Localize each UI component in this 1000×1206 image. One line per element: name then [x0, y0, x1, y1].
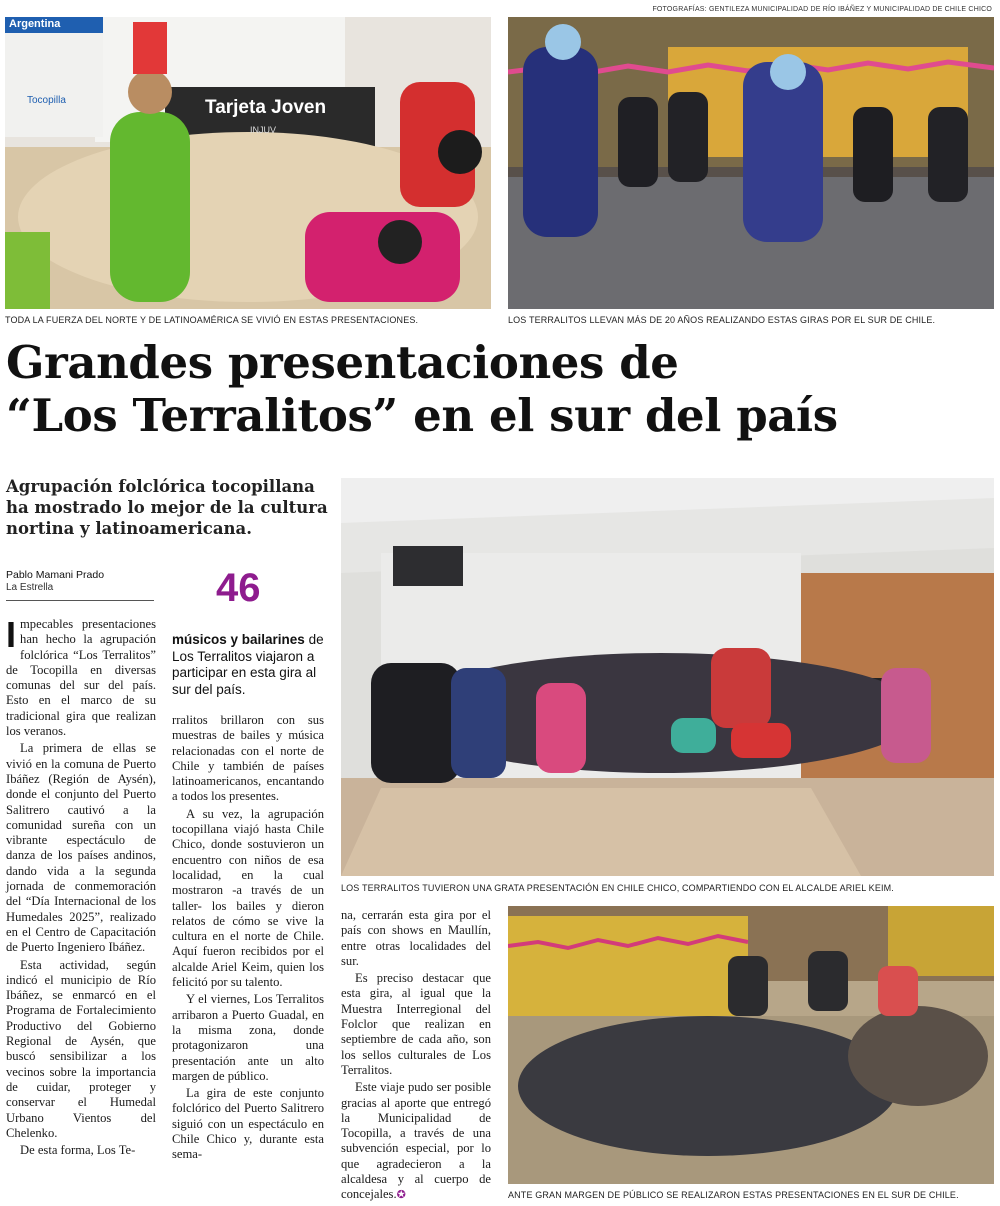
- photo4-caption: ANTE GRAN MARGEN DE PÚBLICO SE REALIZARON ESTAS PRESENTACIONES EN EL SUR DE CHILE.: [508, 1190, 959, 1200]
- paragraph-1-text: mpecables presentaciones han hecho la agrupación folclórica “Los Terralitos” de Tocopilla en diversas comunas del sur del país. Esto en el marco de su tradicional gira que realizan los veranos.: [6, 617, 156, 739]
- paragraph-9: na, cerrarán esta gira por el país con shows en Maullín, entre otras localidades del sur.: [341, 908, 491, 968]
- photo1-wall-sign-sub: INJUV: [250, 125, 277, 135]
- photo3-caption: LOS TERRALITOS TUVIERON UNA GRATA PRESENTACIÓN EN CHILE CHICO, COMPARTIENDO CON EL ALCALDE ARIEL KEIM.: [341, 883, 894, 893]
- paragraph-10: Es preciso destacar que esta gira, al igual que la Muestra Interregional del Folclor que realizan en septiembre de cada año, son los sellos culturales de Los Terralitos.: [341, 971, 491, 1077]
- end-mark-icon: ✪: [396, 1189, 406, 1202]
- photo1-wall-sign: Tarjeta Joven: [205, 97, 327, 118]
- deck-subheadline: Agrupación folclórica tocopillana ha mostrado lo mejor de la cultura nortina y latinoamericana.: [6, 477, 328, 538]
- photo1-caption: TODA LA FUERZA DEL NORTE Y DE LATINOAMÉRICA SE VIVIÓ EN ESTAS PRESENTACIONES.: [5, 315, 419, 325]
- article-column-2: [172, 713, 324, 1165]
- article-column-3: [341, 908, 491, 1206]
- byline-divider: [6, 600, 154, 601]
- paragraph-8: La gira de este conjunto folclórico del Puerto Salitrero siguió con un espectáculo en Chile Chico y, durante esta sema-: [172, 1086, 324, 1162]
- photo1-banner-logo: Tocopilla: [27, 95, 66, 106]
- photo-audience: [508, 906, 994, 1184]
- photo-dancers-north: [5, 17, 491, 309]
- byline-publication: La Estrella: [6, 582, 54, 593]
- paragraph-2: La primera de ellas se vivió en la comuna de Puerto Ibáñez (Región de Aysén), donde el conjunto del Puerto Salitrero cautivó a la comunidad sureña con un vibrante espectáculo de danza de los países andinos, dando vida a la segunda jornada de conmemoración del “Día Internacional de los Humedales 2025”, realizado en el Centro de Capacitación de Puerto Ingeniero Ibáñez.: [6, 741, 156, 955]
- drop-cap: I: [6, 614, 17, 655]
- paragraph-11: [341, 1080, 491, 1203]
- paragraph-1: [6, 614, 156, 739]
- stat-description: [172, 632, 330, 698]
- paragraph-7: Y el viernes, Los Terralitos arribaron a Puerto Guadal, en la misma zona, donde protagonizaron una presentación ante un alto margen de público.: [172, 992, 324, 1083]
- paragraph-5: rralitos brillaron con sus muestras de bailes y música relacionadas con el norte de Chile y también de países latinoamericanos, encantando a todos los presentes.: [172, 713, 324, 804]
- photo-credit: FOTOGRAFÍAS: GENTILEZA MUNICIPALIDAD DE RÍO IBÁÑEZ Y MUNICIPALIDAD DE CHILE CHICO: [652, 6, 992, 13]
- stat-rest: de Los Terralitos viajaron a participar en esta gira al sur del país.: [172, 632, 324, 697]
- stat-number: 46: [216, 566, 261, 610]
- photo-group-chile-chico: [341, 478, 994, 876]
- paragraph-3: Esta actividad, según indicó el municipio de Río Ibáñez, se enmarcó en el Programa de Fortalecimiento Productivo del Gobierno Regional de Aysén, que buscó sensibilizar a los vecinos sobre la importancia de cuidar, proteger y conservar el Humedal Urbano Vientos del Chelenko.: [6, 957, 156, 1140]
- headline: [6, 336, 996, 442]
- byline-author: Pablo Mamani Prado: [6, 569, 105, 581]
- paragraph-6: A su vez, la agrupación tocopillana viajó hasta Chile Chico, donde sostuvieron un encuentro con niños de esa localidad, en la cual mostraron -a través de un taller- los bailes y dieron relatos de cómo se vive la cultura en el norte de Chile. Aquí fueron recibidos por el alcalde Ariel Keim, quien los felicitó por su talento.: [172, 806, 324, 990]
- paragraph-11-text: Este viaje pudo ser posible gracias al aporte que entregó la Municipalidad de Tocopilla, a través de una subvención especial, por lo que agradecieron a la alcaldesa y al cuerpo de concejales.: [341, 1080, 491, 1202]
- photo1-banner-title: Argentina: [9, 18, 61, 30]
- byline: [6, 569, 104, 593]
- stat-bold: músicos y bailarines: [172, 632, 305, 647]
- headline-line-1: Grandes presentaciones de: [6, 336, 679, 389]
- article-column-1: [6, 614, 156, 1160]
- photo-dancers-costumes: [508, 17, 994, 309]
- photo2-caption: LOS TERRALITOS LLEVAN MÁS DE 20 AÑOS REALIZANDO ESTAS GIRAS POR EL SUR DE CHILE.: [508, 315, 936, 325]
- paragraph-4: De esta forma, Los Te-: [20, 1143, 136, 1158]
- headline-line-2: “Los Terralitos” en el sur del país: [6, 389, 838, 442]
